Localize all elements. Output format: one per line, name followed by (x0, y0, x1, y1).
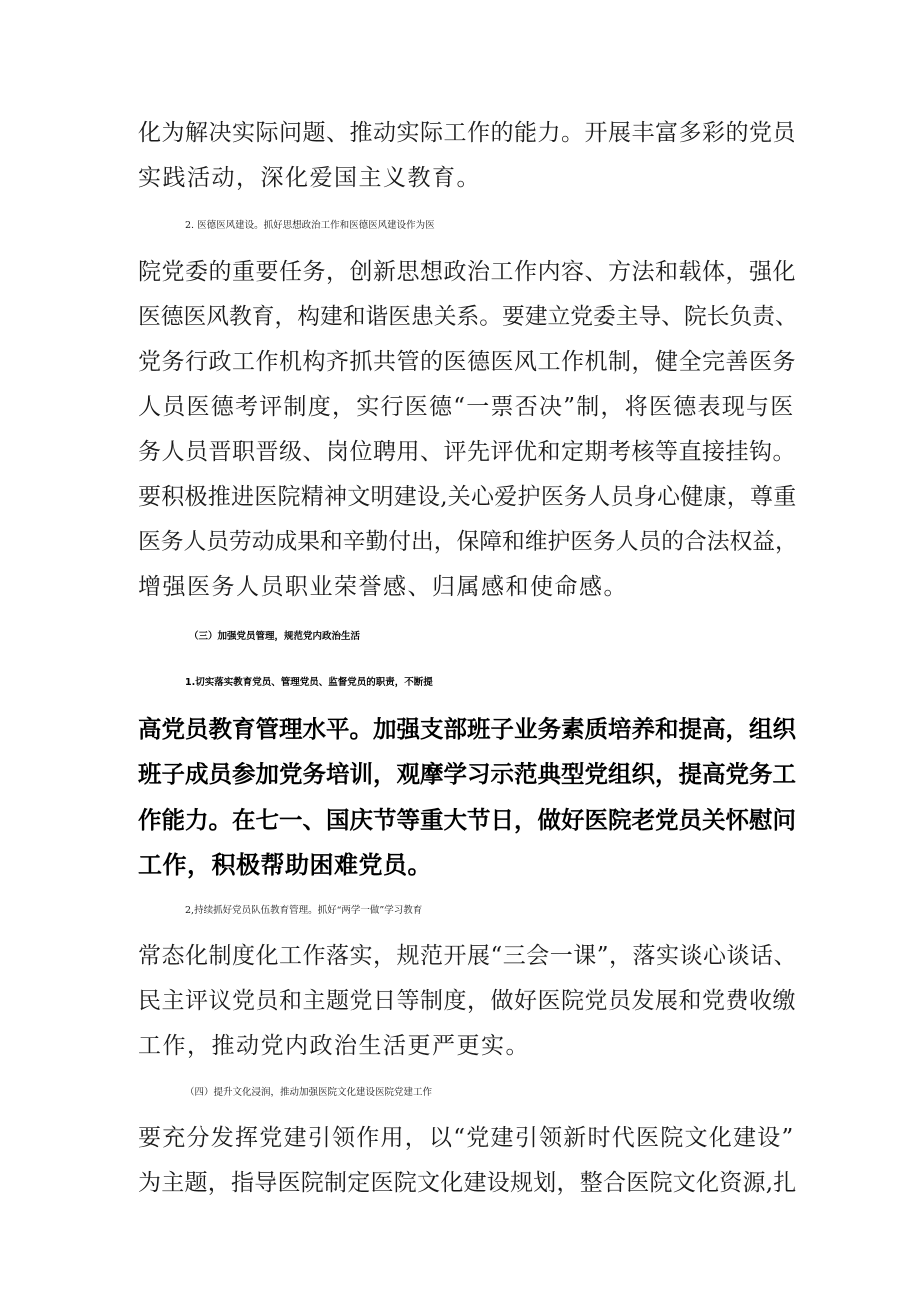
text-line: 院党委的重要任务，创新思想政治工作内容、方法和载体，强化 (138, 259, 796, 285)
text-line: 实践活动，深化爱国主义教育。 (138, 165, 481, 191)
text-line: 要积极推进医院精神文明建设,关心爱护医务人员身心健康，尊重 (138, 484, 797, 510)
text-line: 人员医德考评制度，实行医德“一票否决”制，将医德表现与医 (138, 394, 795, 420)
text-line: 为主题，指导医院制定医院文化建设规划，整合医院文化资源,扎 (138, 1170, 797, 1196)
text-line: 化为解决实际问题、推动实际工作的能力。开展丰富多彩的党员 (138, 120, 796, 146)
text-line: 党务行政工作机构齐抓共管的医德医风工作机制，健全完善医务 (138, 349, 796, 375)
text-line: 增强医务人员职业荣誉感、归属感和使命感。 (138, 574, 628, 600)
text-line: 工作，推动党内政治生活更严更实。 (138, 1033, 530, 1059)
text-line: 务人员晋职晋级、岗位聘用、评先评优和定期考核等直接挂钩。 (138, 439, 796, 465)
text-line: 民主评议党员和主题党日等制度，做好医院党员发展和党费收缴 (138, 988, 796, 1014)
text-line: 作能力。在七一、国庆节等重大节日，做好医院老党员关怀慰问 (138, 806, 796, 834)
text-line: 2. 医德医风建设。抓好思想政治工作和医德医风建设作为医 (185, 220, 435, 231)
text-line: 要充分发挥党建引领作用，以“党建引领新时代医院文化建设” (138, 1125, 795, 1151)
text-line: 医德医风教育，构建和谐医患关系。要建立党委主导、院长负责、 (138, 304, 798, 330)
section-heading: （三）加强党员管理，规范党内政治生活 (189, 631, 361, 642)
text-line: 班子成员参加党务培训，观摩学习示范典型党组织，提高党务工 (138, 760, 796, 788)
text-line: 1.切实落实教育党员、管理党员、监督党员的职责，不断提 (185, 677, 433, 688)
text-line: 医务人员劳动成果和辛勤付出，保障和维护医务人员的合法权益， (138, 529, 798, 555)
text-line: 高党员教育管理水平。加强支部班子业务素质培养和提高，组织 (138, 715, 796, 743)
text-line: 2,持续抓好党员队伍教育管理。抓好“两学一做”学习教育 (185, 905, 423, 916)
text-line: （四）提升文化浸润，推动加强医院文化建设医院党建工作 (185, 1087, 433, 1098)
text-line: 工作，积极帮助困难党员。 (138, 851, 432, 879)
text-line: 常态化制度化工作落实，规范开展“三会一课”，落实谈心谈话、 (138, 943, 798, 969)
